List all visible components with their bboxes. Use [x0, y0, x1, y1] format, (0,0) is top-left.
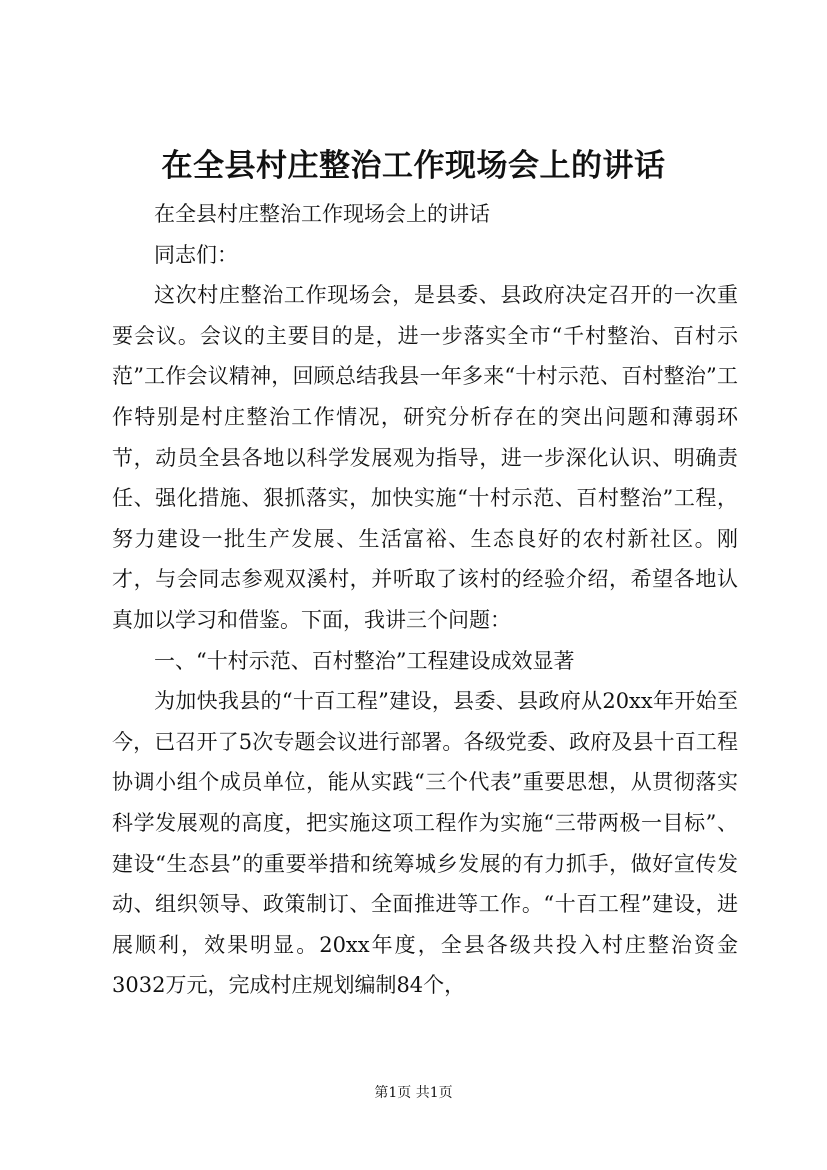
paragraph-section-1: 为加快我县的“十百工程”建设，县委、县政府从20xx年开始至今，已召开了5次专题会议进行部署。各级党委、政府及县十百工程协调小组个成员单位，能从实践“三个代表”重要思想，从贯彻落实科学发展观的高度，把实施这项工程作为实施“三带两极一目标”、建设“生态县”的重要举措和统筹城乡发展的有力抓手，做好宣传发动、组织领导、政策制订、全面推进等工作。“十百工程”建设，进展顺利，效果明显。20xx年度，全县各级共投入村庄整治资金3032万元，完成村庄规划编制84个，: [112, 689, 738, 998]
document-title: 在全县村庄整治工作现场会上的讲话: [161, 148, 666, 184]
section-heading-1: 一、“十村示范、百村整治”工程建设成效显著: [154, 648, 575, 673]
subtitle-line: 在全县村庄整治工作现场会上的讲话: [154, 202, 490, 226]
salutation-line: 同志们：: [154, 242, 238, 267]
page-footer: 第1页 共1页: [374, 1085, 453, 1101]
document-body: [112, 194, 738, 1006]
paragraph-intro: 这次村庄整治工作现场会，是县委、县政府决定召开的一次重要会议。会议的主要目的是，进一步落实全市“千村整治、百村示范”工作会议精神，回顾总结我县一年多来“十村示范、百村整治”工作特别是村庄整治工作情况，研究分析存在的突出问题和薄弱环节，动员全县各地以科学发展观为指导，进一步深化认识、明确责任、强化措施、狠抓落实，加快实施“十村示范、百村整治”工程，努力建设一批生产发展、生活富裕、生态良好的农村新社区。刚才，与会同志参观双溪村，并听取了该村的经验介绍，希望各地认真加以学习和借鉴。下面，我讲三个问题：: [112, 283, 738, 632]
